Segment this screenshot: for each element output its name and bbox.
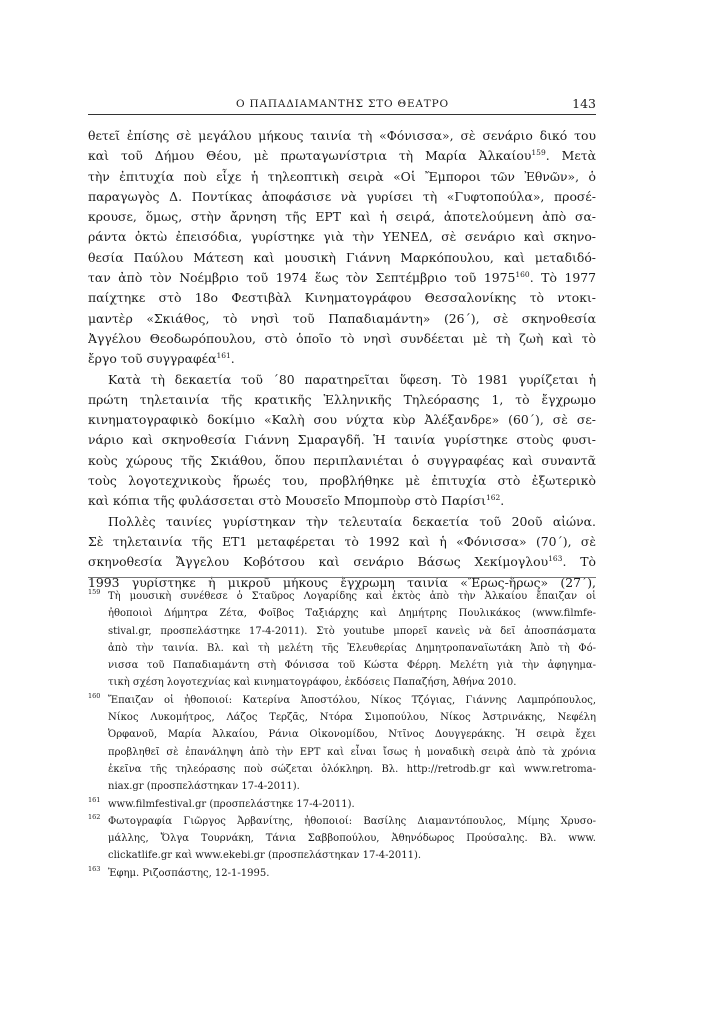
text-line: Ἀγγέλου Θεοδωρόπουλου, στὸ ὁποῖο τὸ νησὶ συνδέεται μὲ τὴ ζωὴ καὶ τὸ — [88, 330, 596, 346]
footnote-line: Νίκος Λυκομήτρος, Λάζος Τερζᾶς, Ντόρα Σιμοπούλου, Νίκος Ἀστρινάκης, Νεφέλη — [108, 712, 596, 724]
footnote — [88, 813, 596, 865]
footnote-line: Ἐφημ. Ριζοσπάστης, 12-1-1995. — [108, 867, 270, 879]
header-rule — [88, 114, 596, 115]
text-line: παίχτηκε στὸ 18ο Φεστιβὰλ Κινηματογράφου Θεσσαλονίκης τὸ ντοκι- — [88, 290, 596, 306]
footnote-line: Ἔπαιζαν οἱ ἠθοποιοί: Κατερίνα Ἀποστόλου, Νίκος Τζόγιας, Γιάννης Λαμπρόπουλος, — [108, 694, 596, 706]
footnote-reference[interactable]: 159 — [531, 148, 546, 158]
text-line: κοὺς χώρους τῆς Σκιάθου, ὅπου περιπλανιέται ὁ συγγραφέας καὶ συναντᾶ — [88, 452, 596, 468]
footnote-line: ἠθοποιοὶ Δήμητρα Ζέτα, Φοῖβος Ταξιάρχης καὶ Δημήτρης Πουλικάκος (www.filmfe- — [108, 608, 596, 620]
footnote-separator — [88, 577, 596, 578]
text-line: παραγωγὸς Δ. Ποντίκας ἀποφάσισε νὰ γυρίσει τὴ «Γυφτοπούλα», προσέ- — [88, 188, 596, 204]
text-line: θετεῖ ἐπίσης σὲ μεγάλου μήκους ταινία τὴ «Φόνισσα», σὲ σενάριο δικό του — [88, 128, 596, 143]
footnote-number: 160 — [88, 691, 101, 700]
text-line: Πολλὲς ταινίες γυρίστηκαν τὴν τελευταία δεκαετία τοῦ 20οῦ αἰώνα. — [108, 513, 596, 529]
paragraph — [88, 370, 596, 512]
footnote-line: τικὴ σχέση λογοτεχνίας καὶ κινηματογράφου, ἐκδόσεις Παπαζήση, Ἀθήνα 2010. — [108, 677, 517, 689]
paragraph — [88, 512, 596, 593]
text-line: κινηματογραφικὸ δοκίμιο «Καλὴ σου νύχτα κὺρ Ἀλέξανδρε» (60΄), σὲ σε- — [88, 412, 596, 428]
footnotes — [88, 588, 596, 882]
footnote-line: Φωτογραφία Γιῶργος Ἀρβανίτης, ἠθοποιοί: Βασίλης Διαμαντόπουλος, Μίμης Χρυσο- — [108, 815, 596, 827]
footnote-line: νισσα τοῦ Παπαδιαμάντη στὴ Φόνισσα τοῦ Κώστα Φέρρη. Μελέτη γιὰ τὴν ἀφηγημα- — [108, 660, 596, 672]
footnote-line: Τὴ μουσικὴ συνέθεσε ὁ Σταῦρος Λογαρίδης καὶ ἐκτὸς ἀπὸ τὴν Ἀλκαίου ἔπαιζαν οἱ — [108, 591, 596, 602]
text-line: θεσία Παύλου Μάτεση καὶ μουσικὴ Γιάννη Μαρκόπουλου, καὶ μεταδιδό- — [88, 249, 596, 265]
footnote-line: niax.gr (προσπελάστηκαν 17-4-2011). — [108, 781, 300, 793]
running-head: Ο ΠΑΠΑΔΙΑΜΑΝΤΗΣ ΣΤΟ ΘΕΑΤΡΟ — [236, 98, 449, 110]
footnote-line: μάλλης, Ὄλγα Τουρνάκη, Τάνια Σαββοπούλου, Ἀθηνόδωρος Προύσαλης. Βλ. www. — [108, 833, 596, 845]
footnote-number: 159 — [88, 588, 101, 596]
footnote-reference[interactable]: 160 — [515, 270, 530, 280]
text-line: καὶ κόπια τῆς φυλάσσεται στὸ Μουσεῖο Μπομποὺρ στὸ Παρίσι$^{162}$. — [88, 493, 505, 509]
footnote-line: ἀπὸ τὴν ταινία. Βλ. καὶ τὴ μελέτη τῆς Ἐλευθερίας Δημητροπαναϊωτάκη Ἀπὸ τὴ Φό- — [108, 642, 596, 654]
footnote-line: Ὀρφανοῦ, Μαρία Ἀλκαίου, Ράνια Οἰκονομίδου, Ντῖνος Δουγγεράκης. Ἡ σειρὰ ἔχει — [108, 729, 596, 741]
footnote-number: 161 — [88, 795, 101, 804]
text-line: Κατὰ τὴ δεκαετία τοῦ ΄80 παρατηρεῖται ὕφεση. Τὸ 1981 γυρίζεται ἡ — [108, 371, 596, 387]
footnote-reference[interactable]: 163 — [548, 554, 563, 564]
text-line: σκηνοθεσία Ἄγγελου Κοβότσου καὶ σενάριο Βάσως Χεκίμογλου$^{163}$. Τὸ — [88, 554, 596, 570]
footnote-reference[interactable]: 161 — [216, 351, 231, 361]
footnote-line: προβληθεῖ σὲ ἐπανάληψη ἀπὸ τὴν ΕΡΤ καὶ εἶναι ἴσως ἡ μοναδικὴ σειρὰ ἀπὸ τὰ χρόνια — [108, 746, 596, 758]
text-line: ἔργο τοῦ συγγραφέα$^{161}$. — [88, 351, 235, 367]
footnote-line: clickatlife.gr καὶ www.ekebi.gr (προσπελάστηκαν 17-4-2011). — [108, 850, 422, 862]
footnote — [88, 692, 596, 796]
page-number: 143 — [572, 96, 596, 111]
footnote — [88, 588, 596, 692]
text-line: κρουσε, ὅμως, στὴν ἄρνηση τῆς ΕΡΤ καὶ ἡ σειρά, ἀποτελούμενη ἀπὸ σα- — [88, 209, 596, 225]
footnote — [88, 796, 596, 813]
footnote-number: 162 — [88, 812, 101, 821]
text-line: τοὺς λογοτεχνικοὺς ἥρωές του, προβλήθηκε μὲ ἐπιτυχία στὸ ἐξωτερικὸ — [88, 473, 596, 489]
text-line: μαντὲρ «Σκιάθος, τὸ νησὶ τοῦ Παπαδιαμάντη» (26΄), σὲ σκηνοθεσία — [88, 310, 596, 326]
footnote-line: stival.gr, προσπελάστηκε 17-4-2011). Στὸ youtube μπορεῖ κανεὶς νὰ δεῖ ἀποσπάσματα — [108, 625, 596, 637]
text-line: τὴν ἐπιτυχία ποὺ εἶχε ἡ τηλεοπτικὴ σειρὰ «Οἱ Ἔμποροι τῶν Ἐθνῶν», ὁ — [88, 168, 596, 184]
page-header — [88, 97, 596, 113]
body-text — [88, 126, 596, 593]
footnote — [88, 865, 596, 882]
footnote-line: ἐκεῖνα τῆς τηλεόρασης ποὺ σώζεται ὁλόκληρη. Βλ. http://retrodb.gr καὶ www.retroma- — [108, 763, 596, 775]
text-line: Σὲ τηλεταινία τῆς ΕΤ1 μεταφέρεται τὸ 1992 καὶ ἡ «Φόνισσα» (70΄), σὲ — [88, 533, 596, 549]
footnote-reference[interactable]: 162 — [485, 493, 501, 503]
text-line: νάριο καὶ σκηνοθεσία Γιάννη Σμαραγδῆ. Ἡ ταινία γυρίστηκε στοὺς φυσι- — [88, 432, 596, 448]
paragraph — [88, 126, 596, 370]
text-line: 1993 γυρίστηκε ἡ μικροῦ μήκους ἔγχρωμη ταινία «Ἔρως-ἥρως» (27΄), — [88, 574, 596, 590]
text-line: ταν ἀπὸ τὸν Νοέμβριο τοῦ 1974 ἕως τὸν Σεπτέμβριο τοῦ 1975$^{160}$. Τὸ 1977 — [88, 270, 596, 286]
text-line: ράντα ὀκτὼ ἐπεισόδια, γυρίστηκε γιὰ τὴν ΥΕΝΕΔ, σὲ σενάριο καὶ σκηνο- — [88, 229, 596, 245]
footnote-line: www.filmfestival.gr (προσπελάστηκε 17-4-2011). — [108, 798, 355, 810]
text-line: πρώτη τηλεταινία τῆς κρατικῆς Ἑλληνικῆς Τηλεόρασης 1, τὸ ἔγχρωμο — [88, 391, 596, 407]
text-line: καὶ τοῦ Δήμου Θέου, μὲ πρωταγωνίστρια τὴ Μαρία Ἀλκαίου$^{159}$. Μετὰ — [88, 148, 596, 164]
footnote-number: 163 — [88, 864, 101, 873]
